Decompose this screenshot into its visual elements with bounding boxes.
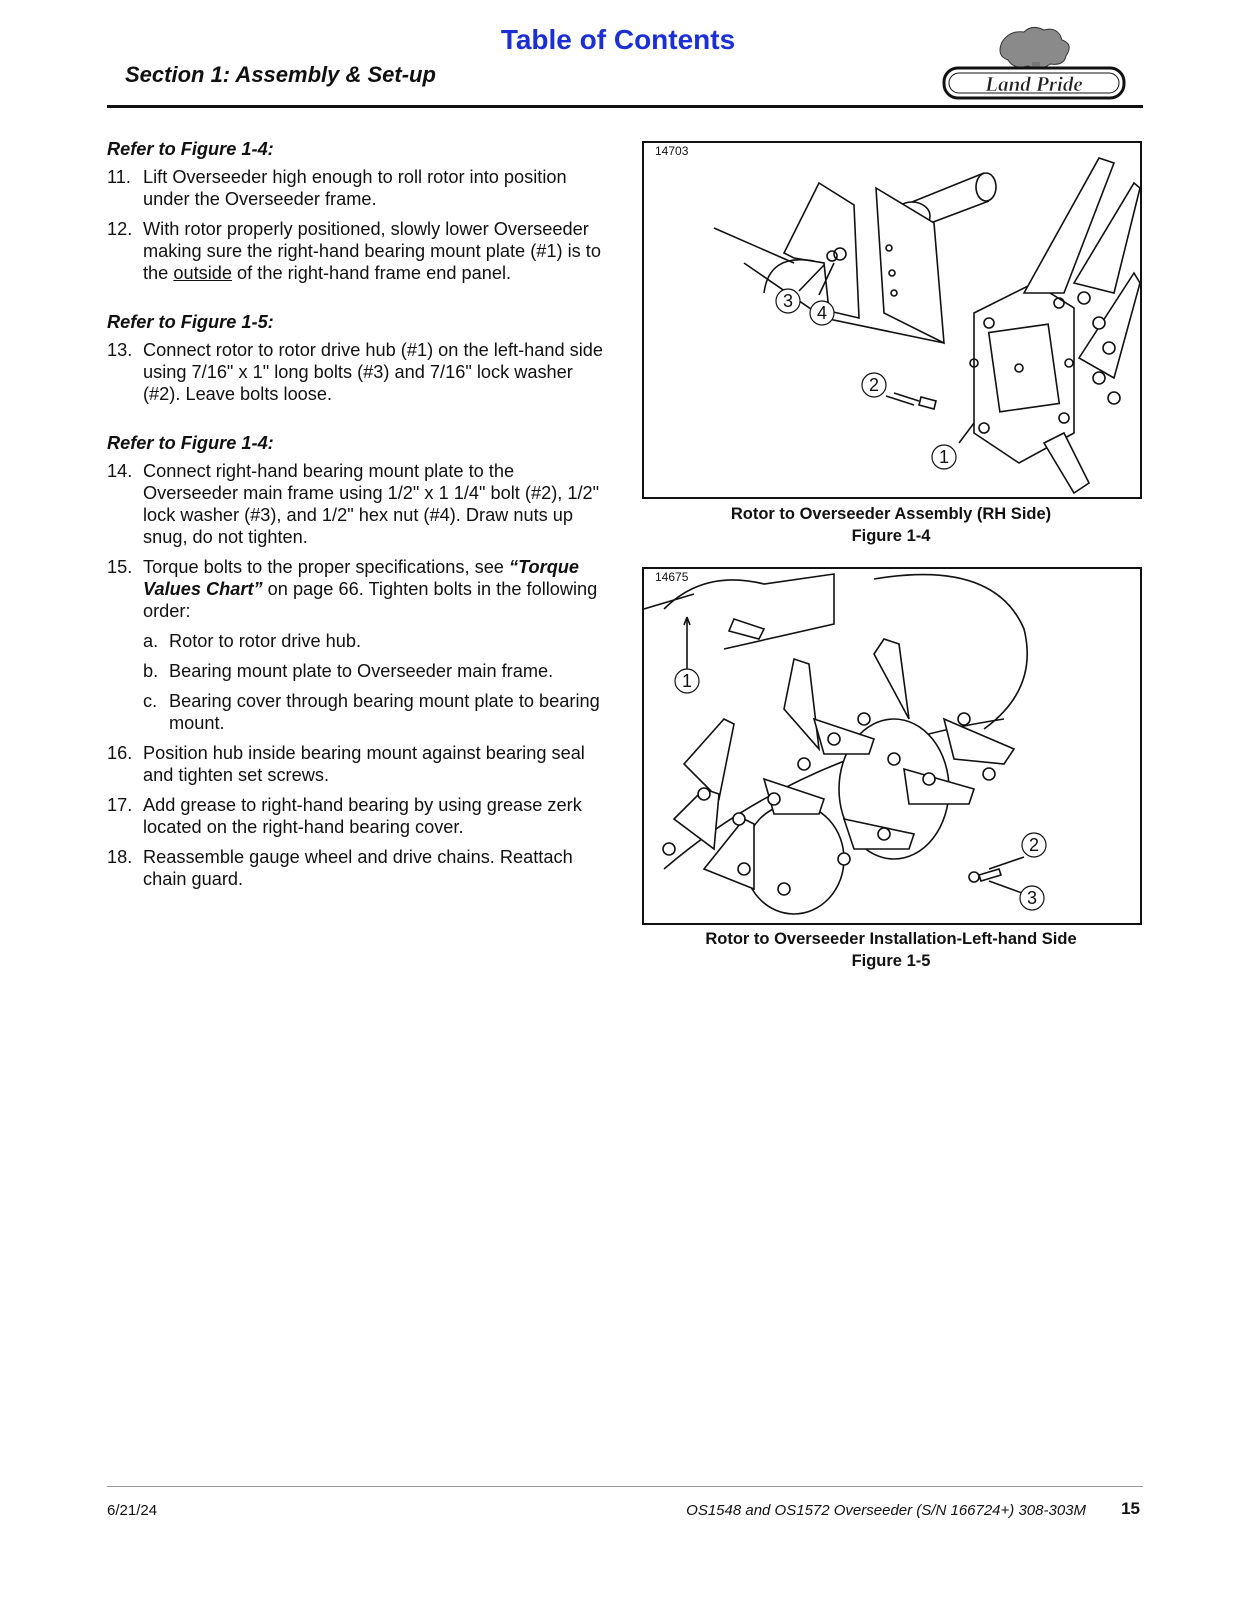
reference-figure-1-5: Refer to Figure 1-5: [107, 312, 274, 332]
caption-title: Rotor to Overseeder Installation-Left-hand Side [705, 930, 1077, 948]
step-number: 14. [107, 461, 133, 481]
substep-b [107, 660, 612, 682]
header-rule [107, 105, 1143, 108]
step-text: Connect rotor to rotor drive hub (#1) on the left-hand side using 7/16" x 1" long bolts (#3) and 7/16" lock washer (#2). Leave bolts loose. [143, 340, 603, 404]
figure-id: 14675 [655, 570, 689, 584]
footer-rule [107, 1486, 1143, 1487]
callout-1-label: 1 [681, 671, 693, 691]
figure-1-5-caption [642, 928, 1140, 972]
callout-2-label: 2 [868, 375, 880, 395]
figure-id: 14703 [655, 144, 689, 158]
substep-text: Bearing mount plate to Overseeder main frame. [169, 661, 554, 681]
step-number: 18. [107, 847, 133, 867]
callout-2-label: 2 [1028, 835, 1040, 855]
callout-layer [644, 143, 1140, 497]
substep-text: Bearing cover through bearing mount plate to bearing mount. [169, 691, 600, 733]
caption-label: Figure 1-4 [851, 527, 931, 545]
step-17 [107, 794, 612, 838]
callout-3-label: 3 [782, 291, 794, 311]
substep-text: Rotor to rotor drive hub. [169, 631, 362, 651]
instruction-column [107, 138, 612, 898]
footer-date: 6/21/24 [107, 1502, 158, 1519]
step-text: Reassemble gauge wheel and drive chains. Reattach chain guard. [143, 847, 573, 889]
land-pride-logo [940, 22, 1130, 104]
step-text: Connect right-hand bearing mount plate to the Overseeder main frame using 1/2" x 1 1/4" bolt (#2), 1/2" lock washer (#3), and 1/2" hex nut (#4). Draw nuts up snug, do not tighten. [143, 461, 600, 547]
substep-c [107, 690, 612, 734]
step-text: Position hub inside bearing mount against bearing seal and tighten set screws. [143, 743, 585, 785]
underlined-emphasis: outside [173, 263, 232, 283]
substep-letter: a. [143, 631, 159, 651]
step-16 [107, 742, 612, 786]
step-number: 16. [107, 743, 133, 763]
figure-1-4-illustration [642, 141, 1142, 499]
svg-text:Land Pride: Land Pride [985, 72, 1083, 96]
step-number: 13. [107, 340, 133, 360]
step-text: on page 66. Tighten bolts in the following order: [143, 579, 598, 621]
callout-1-label: 1 [938, 447, 950, 467]
step-text: of the right-hand frame end panel. [232, 263, 512, 283]
reference-figure-1-4: Refer to Figure 1-4: [107, 433, 274, 453]
substep-a [107, 630, 612, 652]
figure-1-4-caption [642, 503, 1140, 547]
step-number: 11. [107, 167, 131, 187]
section-title: Section 1: Assembly & Set-up [125, 62, 436, 87]
figure-1-5-illustration [642, 567, 1142, 925]
torque-values-chart-link[interactable]: “Torque Values Chart” [143, 557, 580, 599]
callout-layer [644, 569, 1140, 923]
page-number: 15 [1121, 1499, 1140, 1518]
step-15 [107, 556, 612, 622]
caption-title: Rotor to Overseeder Assembly (RH Side) [730, 505, 1052, 523]
step-13 [107, 339, 612, 405]
table-of-contents-link[interactable]: Table of Contents [500, 24, 736, 55]
footer-document-title: OS1548 and OS1572 Overseeder (S/N 166724+) 308-303M [686, 1502, 1086, 1519]
step-number: 15. [107, 557, 133, 577]
step-text: With rotor properly positioned, slowly lower Overseeder making sure the right-hand bearing mount plate (#1) is to the [143, 219, 601, 283]
substep-letter: c. [143, 691, 158, 711]
step-text: Add grease to right-hand bearing by using grease zerk located on the right-hand bearing cover. [143, 795, 582, 837]
callout-4-label: 4 [816, 303, 828, 323]
step-number: 17. [107, 795, 133, 815]
step-14 [107, 460, 612, 548]
step-text: Lift Overseeder high enough to roll rotor into position under the Overseeder frame. [143, 167, 567, 209]
step-text: Torque bolts to the proper specifications, see [143, 557, 509, 577]
step-18 [107, 846, 612, 890]
caption-label: Figure 1-5 [851, 952, 931, 970]
substep-letter: b. [143, 661, 159, 681]
step-12 [107, 218, 612, 284]
callout-3-label: 3 [1026, 888, 1038, 908]
reference-figure-1-4: Refer to Figure 1-4: [107, 139, 274, 159]
step-number: 12. [107, 219, 133, 239]
step-11 [107, 166, 612, 210]
